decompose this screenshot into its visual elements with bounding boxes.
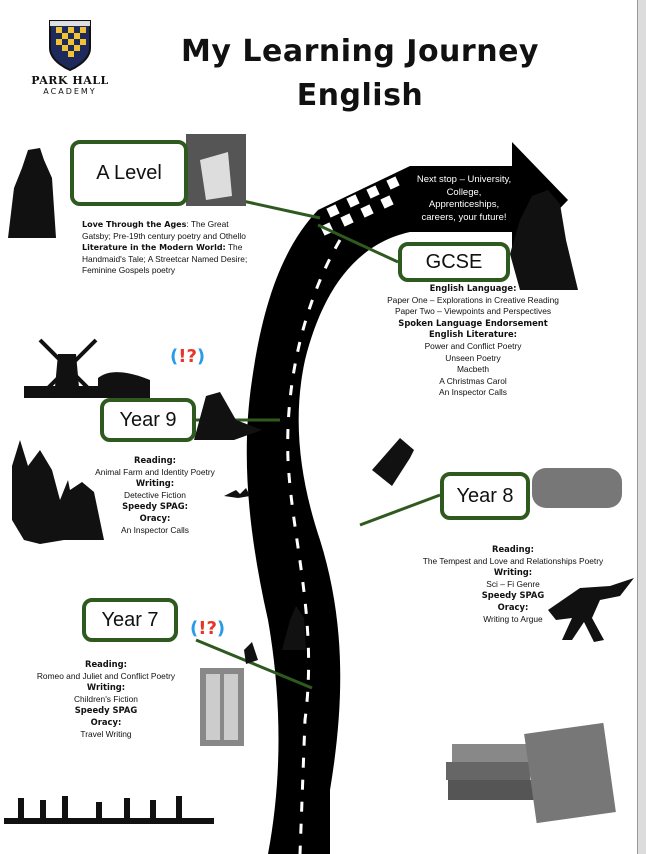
section-item: A Christmas Carol — [439, 375, 507, 386]
school-subtitle: ACADEMY — [43, 87, 97, 96]
stage-year8-label: Year 8 — [456, 485, 514, 507]
section-heading: Reading: — [134, 455, 176, 465]
school-name: PARK HALL — [31, 74, 109, 87]
a-level-content — [82, 219, 254, 277]
section-heading: Speedy SPAG — [74, 705, 138, 716]
section-item: An Inspector Calls — [439, 387, 507, 398]
stage-a-level — [70, 140, 188, 206]
section-heading: Reading: — [492, 544, 534, 554]
section-heading: Writing: — [86, 682, 126, 693]
section-heading: Oracy: — [497, 601, 529, 612]
section-item: Romeo and Juliet and Conflict Poetry — [36, 670, 176, 681]
stage-year9 — [100, 398, 196, 442]
section-heading: Spoken Language Endorsement — [398, 317, 548, 328]
stage-a-level-label: A Level — [96, 162, 162, 184]
year7-content — [8, 659, 204, 740]
section-item: Power and Conflict Poetry — [424, 340, 522, 351]
next-stop-text: Next stop – University, College, Apprenticeships, careers, your future! — [416, 174, 512, 223]
section-item: Detective Fiction — [124, 489, 186, 500]
title-line-1: My Learning Journey — [181, 34, 539, 69]
section-heading: Oracy: — [90, 716, 122, 727]
section-heading: Writing: — [493, 567, 533, 578]
section-item: An Inspector Calls — [121, 524, 189, 535]
a-level-text-1: Love Through the Ages: The Great Gatsby; Pre-19th century poetry and Othello — [82, 219, 246, 241]
title-line-2: English — [296, 78, 424, 113]
section-item: Paper Two – Viewpoints and Perspectives — [394, 306, 552, 317]
section-heading: English Literature: — [428, 329, 518, 340]
section-heading: Speedy SPAG: — [122, 501, 188, 512]
section-item: Unseen Poetry — [445, 352, 501, 363]
gcse-content — [350, 283, 596, 399]
section-item: Writing to Argue — [483, 613, 543, 624]
section-heading: English Language: — [429, 283, 517, 293]
section-item: Sci – Fi Genre — [486, 578, 540, 589]
section-item: The Tempest and Love and Relationships Poetry — [422, 555, 604, 566]
stage-year7 — [82, 598, 178, 642]
section-item: Travel Writing — [80, 728, 132, 739]
stage-year9-label: Year 9 — [119, 409, 177, 431]
year8-content — [400, 544, 626, 625]
section-item: Animal Farm and Identity Poetry — [95, 466, 215, 477]
section-heading: Writing: — [135, 478, 175, 489]
road — [247, 166, 410, 854]
stage-gcse — [398, 242, 510, 282]
section-item: Macbeth — [456, 364, 490, 375]
section-heading: Reading: — [85, 659, 127, 669]
stage-year7-label: Year 7 — [101, 609, 159, 631]
speech-bubble-icon: (!?) — [170, 346, 206, 367]
year9-content — [60, 455, 250, 536]
stage-gcse-label: GCSE — [425, 251, 483, 273]
section-item: Paper One – Explorations in Creative Reading — [387, 294, 559, 305]
section-heading: Oracy: — [139, 512, 171, 523]
section-heading: Speedy SPAG — [481, 590, 545, 601]
speech-bubble-icon: (!?) — [190, 618, 226, 639]
a-level-text-2: Literature in the Modern World: The Handmaid's Tale; A Streetcar Named Desire; Feminine Gospels poetry — [82, 242, 248, 276]
stage-year8 — [440, 472, 530, 520]
section-item: Children's Fiction — [74, 693, 138, 704]
